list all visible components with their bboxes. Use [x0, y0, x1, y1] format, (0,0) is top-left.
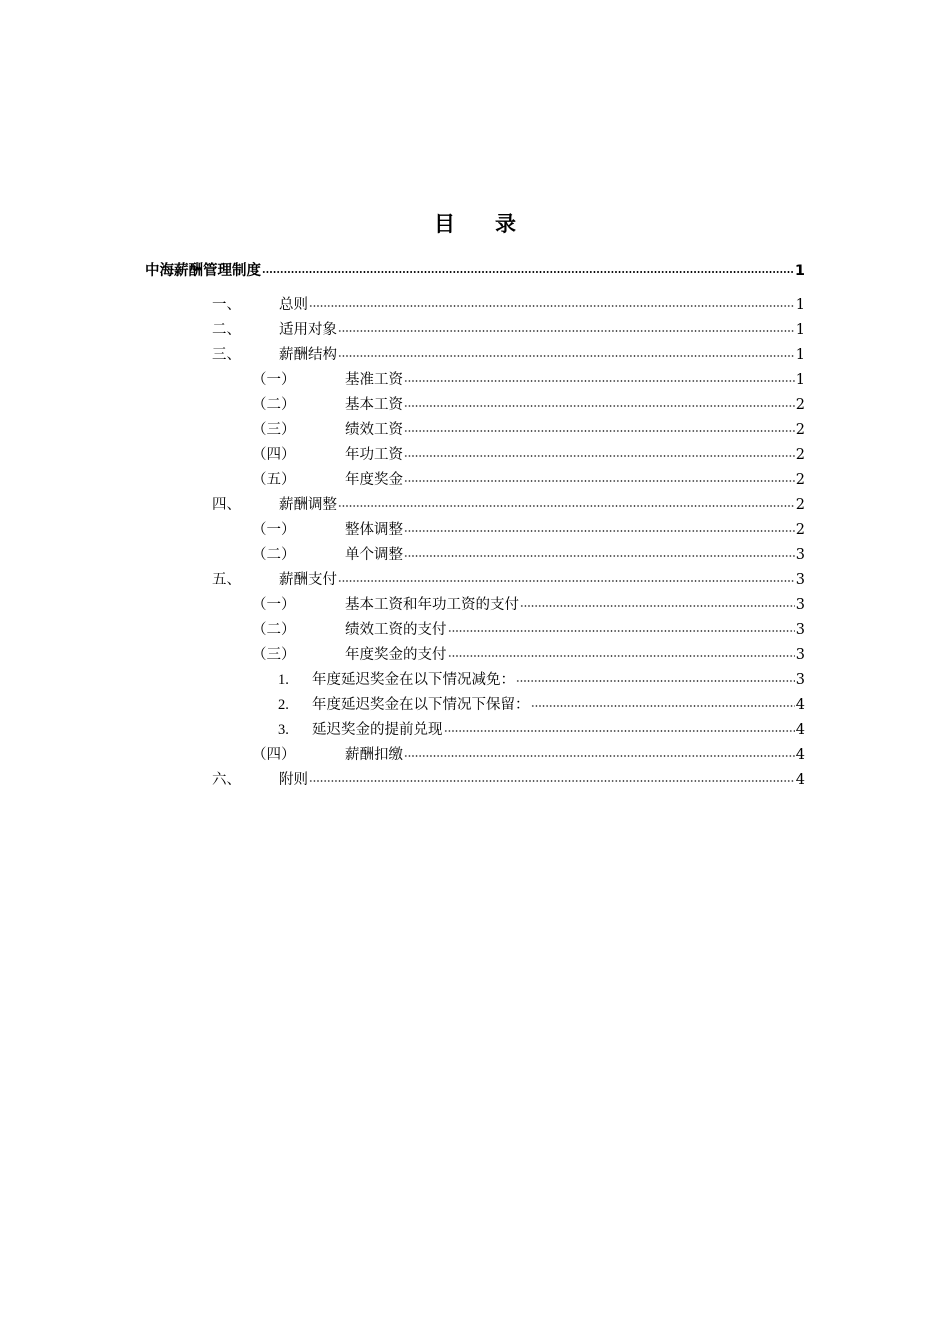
toc-entry[interactable]: [252, 469, 805, 491]
toc-entry-label: 延迟奖金的提前兑现: [312, 722, 443, 738]
toc-entry-label: 整体调整: [345, 522, 403, 538]
toc-entry-page-number: 2: [795, 472, 805, 488]
toc-entry-number: （二）: [252, 397, 296, 413]
toc-dot-leader: [531, 705, 795, 707]
toc-entry[interactable]: [278, 669, 805, 691]
toc-dot-leader: [448, 630, 795, 632]
toc-dot-leader: [338, 580, 795, 582]
toc-entry-page-number: 1: [795, 297, 805, 313]
toc-entry-number: （二）: [252, 547, 296, 563]
toc-entry[interactable]: [252, 444, 805, 466]
toc-entry-page-number: 1: [795, 347, 805, 363]
toc-dot-leader: [404, 455, 795, 457]
toc-entry-number: （三）: [252, 422, 296, 438]
toc-entry-label: 基本工资: [345, 397, 403, 413]
toc-entry-label: 年度延迟奖金在以下情况下保留：: [312, 697, 530, 713]
toc-entry-number: （三）: [252, 647, 296, 663]
toc-entry[interactable]: [252, 619, 805, 641]
toc-entry[interactable]: [252, 394, 805, 416]
toc-entry-label: 年功工资: [345, 447, 403, 463]
toc-entry-label: 绩效工资: [345, 422, 403, 438]
toc-entry[interactable]: [252, 594, 805, 616]
toc-entry-number: 五、: [212, 572, 241, 588]
toc-entry-label: 年度延迟奖金在以下情况减免：: [312, 672, 515, 688]
toc-entry[interactable]: [278, 719, 805, 741]
toc-entry-number: （四）: [252, 747, 296, 763]
toc-entry[interactable]: [212, 294, 805, 316]
toc-entry-number: 3.: [278, 722, 289, 738]
toc-dot-leader: [338, 505, 795, 507]
toc-entry-number: 三、: [212, 347, 241, 363]
toc-dot-leader: [404, 530, 795, 532]
toc-entry-number: （一）: [252, 522, 296, 538]
toc-entry-page-number: 4: [795, 772, 805, 788]
toc-entry[interactable]: [145, 260, 805, 282]
toc-entry-page-number: 3: [795, 622, 805, 638]
toc-entry-page-number: 3: [795, 547, 805, 563]
toc-title: 目录: [434, 212, 556, 236]
toc-entry[interactable]: [212, 569, 805, 591]
toc-entry[interactable]: [212, 319, 805, 341]
toc-dot-leader: [448, 655, 795, 657]
toc-entry-page-number: 1: [794, 263, 805, 279]
toc-entry-number: 2.: [278, 697, 289, 713]
toc-entry-page-number: 3: [795, 572, 805, 588]
toc-entry-page-number: 4: [795, 722, 805, 738]
toc-entry-page-number: 2: [795, 497, 805, 513]
toc-dot-leader: [338, 355, 795, 357]
toc-entry-number: 一、: [212, 297, 241, 313]
toc-entry[interactable]: [212, 344, 805, 366]
toc-entry-number: 四、: [212, 497, 241, 513]
toc-entry-page-number: 2: [795, 422, 805, 438]
toc-dot-leader: [404, 480, 795, 482]
toc-entry-label: 绩效工资的支付: [345, 622, 447, 638]
toc-entry[interactable]: [252, 744, 805, 766]
toc-entry[interactable]: [252, 369, 805, 391]
toc-dot-leader: [404, 555, 795, 557]
toc-entry-number: 1.: [278, 672, 289, 688]
toc-entry-label: 总则: [279, 297, 308, 313]
toc-entry-page-number: 3: [795, 672, 805, 688]
toc-dot-leader: [309, 780, 795, 782]
toc-entry-page-number: 3: [795, 597, 805, 613]
toc-dot-leader: [516, 680, 795, 682]
toc-entry-number: 二、: [212, 322, 241, 338]
toc-entry-page-number: 3: [795, 647, 805, 663]
toc-entry[interactable]: [252, 644, 805, 666]
toc-entry[interactable]: [252, 419, 805, 441]
toc-dot-leader: [444, 730, 795, 732]
toc-entry-label: 薪酬支付: [279, 572, 337, 588]
toc-entry-number: （一）: [252, 372, 296, 388]
toc-dot-leader: [520, 605, 795, 607]
toc-entry-label: 薪酬结构: [279, 347, 337, 363]
toc-entry-label: 适用对象: [279, 322, 337, 338]
toc-entry[interactable]: [212, 494, 805, 516]
toc-entry-label: 基本工资和年功工资的支付: [345, 597, 519, 613]
toc-entry[interactable]: [252, 519, 805, 541]
toc-dot-leader: [404, 380, 795, 382]
toc-entry-number: （四）: [252, 447, 296, 463]
toc-entry-label: 中海薪酬管理制度: [145, 263, 261, 279]
toc-entry-page-number: 4: [795, 697, 805, 713]
toc-entry-page-number: 1: [795, 372, 805, 388]
toc-entry-page-number: 2: [795, 397, 805, 413]
toc-entry-label: 单个调整: [345, 547, 403, 563]
toc-entry[interactable]: [212, 769, 805, 791]
toc-dot-leader: [262, 271, 794, 273]
toc-entry-label: 薪酬扣缴: [345, 747, 403, 763]
toc-entry[interactable]: [252, 544, 805, 566]
toc-dot-leader: [404, 405, 795, 407]
toc-entry-page-number: 1: [795, 322, 805, 338]
toc-dot-leader: [309, 305, 795, 307]
toc-entry-page-number: 2: [795, 522, 805, 538]
toc-entry-page-number: 4: [795, 747, 805, 763]
toc-entry-page-number: 2: [795, 447, 805, 463]
toc-dot-leader: [338, 330, 795, 332]
toc-entry-number: 六、: [212, 772, 241, 788]
toc-entry-label: 基准工资: [345, 372, 403, 388]
toc-entry-number: （二）: [252, 622, 296, 638]
toc-entry[interactable]: [278, 694, 805, 716]
toc-entry-label: 附则: [279, 772, 308, 788]
toc-dot-leader: [404, 755, 795, 757]
toc-dot-leader: [404, 430, 795, 432]
toc-entry-label: 年度奖金的支付: [345, 647, 447, 663]
toc-entry-number: （一）: [252, 597, 296, 613]
toc-entry-number: （五）: [252, 472, 296, 488]
toc-entry-label: 薪酬调整: [279, 497, 337, 513]
toc-entry-label: 年度奖金: [345, 472, 403, 488]
